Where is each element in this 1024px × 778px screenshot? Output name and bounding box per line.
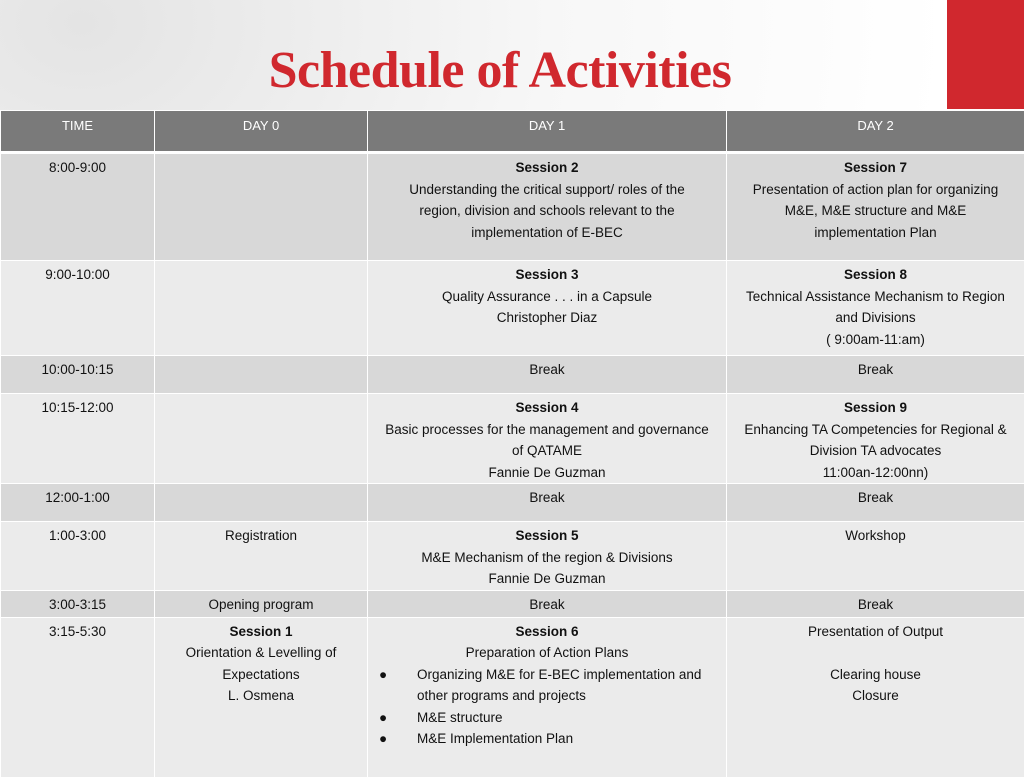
cell-text: 11:00an-12:00nn): [731, 462, 1020, 484]
bullet-item: [372, 707, 722, 729]
cell-text: M&E, M&E structure and M&E: [731, 200, 1020, 222]
bullet-text: M&E Implementation Plan: [417, 731, 573, 746]
day-2-cell: [727, 356, 1024, 394]
table-row: [1, 484, 1024, 522]
time-cell: 10:15-12:00: [1, 394, 155, 484]
cell-text: M&E Mechanism of the region & Divisions: [372, 547, 722, 569]
day-0-cell: [155, 261, 368, 356]
bullet-text: M&E structure: [417, 710, 503, 725]
bullet-list: [372, 664, 722, 750]
day-2-cell: [727, 590, 1024, 617]
bullet-icon: ●: [379, 707, 387, 729]
bullet-icon: ●: [379, 728, 387, 750]
cell-text: Orientation & Levelling of: [159, 642, 363, 664]
cell-text: Division TA advocates: [731, 440, 1020, 462]
header-time: TIME: [1, 111, 155, 153]
day-2-cell: [727, 484, 1024, 522]
cell-text: Presentation of Output: [731, 621, 1020, 643]
day-1-cell: [368, 356, 727, 394]
day-1-cell: [368, 153, 727, 261]
cell-text: Preparation of Action Plans: [372, 642, 722, 664]
table-row: [1, 394, 1024, 484]
cell-text: Christopher Diaz: [372, 307, 722, 329]
day-1-cell: [368, 522, 727, 591]
table-row: [1, 617, 1024, 777]
cell-text: Break: [372, 359, 722, 381]
cell-text: Quality Assurance . . . in a Capsule: [372, 286, 722, 308]
session-label: Session 1: [159, 621, 363, 643]
page-title: Schedule of Activities: [0, 38, 1000, 104]
cell-text: Workshop: [731, 525, 1020, 547]
table-row: [1, 356, 1024, 394]
session-label: Session 4: [372, 397, 722, 419]
cell-text: Break: [731, 594, 1020, 616]
day-2-cell: [727, 394, 1024, 484]
session-label: Session 7: [731, 157, 1020, 179]
cell-text: Enhancing TA Competencies for Regional &: [731, 419, 1020, 441]
bullet-icon: ●: [379, 664, 387, 686]
cell-text: Technical Assistance Mechanism to Region: [731, 286, 1020, 308]
header-day-0: DAY 0: [155, 111, 368, 153]
cell-text: implementation of E-BEC: [372, 222, 722, 244]
time-cell: 10:00-10:15: [1, 356, 155, 394]
day-0-cell: [155, 590, 368, 617]
day-1-cell: [368, 484, 727, 522]
cell-text: Break: [372, 594, 722, 616]
day-2-cell: [727, 617, 1024, 777]
cell-text: Break: [372, 487, 722, 509]
bullet-text: Organizing M&E for E-BEC implementation and other programs and projects: [417, 667, 701, 704]
day-1-cell: [368, 590, 727, 617]
cell-text: implementation Plan: [731, 222, 1020, 244]
header-row: [1, 111, 1024, 153]
cell-text: Opening program: [159, 594, 363, 616]
cell-text: L. Osmena: [159, 685, 363, 707]
day-2-cell: [727, 522, 1024, 591]
cell-text: Clearing house: [731, 664, 1020, 686]
bullet-item: [372, 728, 722, 750]
table-row: [1, 590, 1024, 617]
header-day-1: DAY 1: [368, 111, 727, 153]
session-label: Session 9: [731, 397, 1020, 419]
cell-text: of QATAME: [372, 440, 722, 462]
cell-text: Fannie De Guzman: [372, 462, 722, 484]
day-0-cell: [155, 356, 368, 394]
cell-text: Closure: [731, 685, 1020, 707]
cell-text: Presentation of action plan for organizing: [731, 179, 1020, 201]
day-1-cell: [368, 261, 727, 356]
session-label: Session 6: [372, 621, 722, 643]
table-row: [1, 261, 1024, 356]
session-label: Session 5: [372, 525, 722, 547]
time-cell: 3:00-3:15: [1, 590, 155, 617]
table-row: [1, 522, 1024, 591]
day-0-cell: [155, 484, 368, 522]
session-label: Session 2: [372, 157, 722, 179]
day-2-cell: [727, 261, 1024, 356]
day-0-cell: [155, 394, 368, 484]
schedule-table: [0, 110, 1024, 778]
day-2-cell: [727, 153, 1024, 261]
session-label: Session 3: [372, 264, 722, 286]
cell-text: Break: [731, 487, 1020, 509]
day-0-cell: [155, 617, 368, 777]
cell-text: Registration: [159, 525, 363, 547]
day-1-cell: [368, 617, 727, 777]
cell-text: Fannie De Guzman: [372, 568, 722, 590]
cell-text: Expectations: [159, 664, 363, 686]
day-1-cell: [368, 394, 727, 484]
time-cell: 1:00-3:00: [1, 522, 155, 591]
time-cell: 9:00-10:00: [1, 261, 155, 356]
session-label: Session 8: [731, 264, 1020, 286]
cell-text: Basic processes for the management and governance: [372, 419, 722, 441]
cell-text: region, division and schools relevant to the: [372, 200, 722, 222]
blank-line: [731, 642, 1020, 664]
day-0-cell: [155, 153, 368, 261]
cell-text: Break: [731, 359, 1020, 381]
header-day-2: DAY 2: [727, 111, 1024, 153]
time-cell: 8:00-9:00: [1, 153, 155, 261]
day-0-cell: [155, 522, 368, 591]
time-cell: 3:15-5:30: [1, 617, 155, 777]
schedule-body: [1, 153, 1024, 778]
cell-text: ( 9:00am-11:am): [731, 329, 1020, 351]
cell-text: Understanding the critical support/ roles of the: [372, 179, 722, 201]
table-row: [1, 153, 1024, 261]
bullet-item: [372, 664, 722, 707]
cell-text: and Divisions: [731, 307, 1020, 329]
time-cell: 12:00-1:00: [1, 484, 155, 522]
